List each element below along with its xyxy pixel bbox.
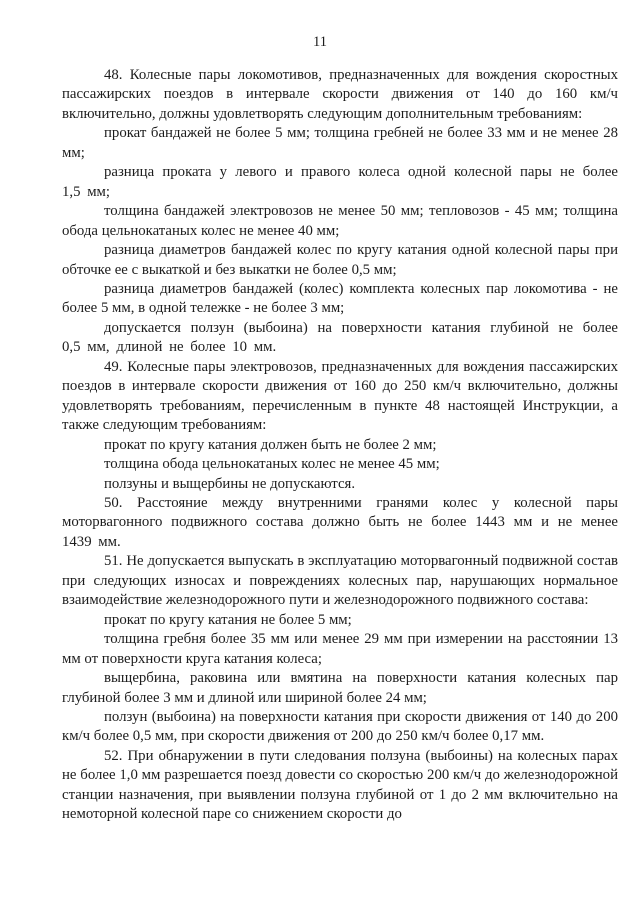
paragraph-51-flat-spot: ползун (выбоина) на поверхности катания при скорости движения от 140 до 200 км/ч более 0,5 мм, при скорости движения от 200 до 250 км/ч более 0,17 мм. — [62, 708, 618, 745]
paragraph-49: 49. Колесные пары электровозов, предназначенных для вождения пассажирских поездов в интервале скорости движения от 160 до 250 км/ч включительно, должны удовлетворять требованиям, перечисленным в пункте 48 настоящей Инструкции, а также следующим требованиям: — [62, 358, 618, 434]
paragraph-51-flange-thickness: толщина гребня более 35 мм или менее 29 мм при измерении на расстоянии 13 мм от поверхности круга катания колеса; — [62, 631, 618, 667]
paragraph-49-tread-wear: прокат по кругу катания должен быть не более 2 мм; — [104, 436, 437, 453]
paragraph-51: 51. Не допускается выпускать в эксплуатацию моторвагонный подвижной состав при следующих износах и повреждениях колесных пар, нарушающих нормальное взаимодействие железнодорожного пути и железнодорожного подвижного состава: — [62, 553, 618, 609]
paragraph-48-wheel-tread-wear: прокат бандажей не более 5 мм; толщина гребней не более 33 мм и не менее 28 мм; — [62, 125, 618, 161]
page-number: 11 — [313, 34, 327, 50]
paragraph-48-tread-difference: разница проката у левого и правого колеса одной колесной пары не более 1,5 мм; — [62, 164, 618, 200]
paragraph-48-tyre-diameter-difference: разница диаметров бандажей колес по кругу катания одной колесной пары при обточке ее с выкаткой и без выкатки не более 0,5 мм; — [62, 242, 618, 278]
paragraph-50: 50. Расстояние между внутренними гранями колес у колесной пары моторвагонного подвижного состава должно быть не более 1443 мм и не менее 1439 мм. — [62, 494, 618, 550]
paragraph-51-shelling: выщербина, раковина или вмятина на поверхности катания колесных пар глубиной более 3 мм и длиной или шириной более 24 мм; — [62, 670, 618, 706]
paragraph-52: 52. При обнаружении в пути следования ползуна (выбоины) на колесных парах не более 1,0 мм разрешается поезд довести со скоростью 200 км/ч до железнодорожной станции назначения, при выявлении ползуна глубиной от 1 до 2 мм включительно на немоторной колесной паре со снижением скорости до — [62, 747, 618, 823]
paragraph-48-tyre-thickness: толщина бандажей электровозов не менее 50 мм; тепловозов - 45 мм; толщина обода цельнокатаных колес не менее 40 мм; — [62, 203, 618, 239]
document-body — [62, 66, 618, 825]
paragraph-48: 48. Колесные пары локомотивов, предназначенных для вождения скоростных пассажирских поездов в интервале скорости движения от 140 до 160 км/ч включительно, должны удовлетворять следующим дополнительным требованиям: — [62, 67, 618, 122]
paragraph-48-flat-spot: допускается ползун (выбоина) на поверхности катания глубиной не более 0,5 мм, длиной не более 10 мм. — [62, 319, 618, 356]
paragraph-48-set-diameter-difference: разница диаметров бандажей (колес) комплекта колесных пар локомотива - не более 5 мм, в одной тележке - не более 3 мм; — [62, 280, 618, 317]
paragraph-49-rim-thickness: толщина обода цельнокатаных колес не менее 45 мм; — [104, 456, 440, 473]
paragraph-51-tread-wear: прокат по кругу катания не более 5 мм; — [104, 611, 352, 628]
paragraph-49-flats-not-allowed: ползуны и выщербины не допускаются. — [104, 475, 356, 492]
